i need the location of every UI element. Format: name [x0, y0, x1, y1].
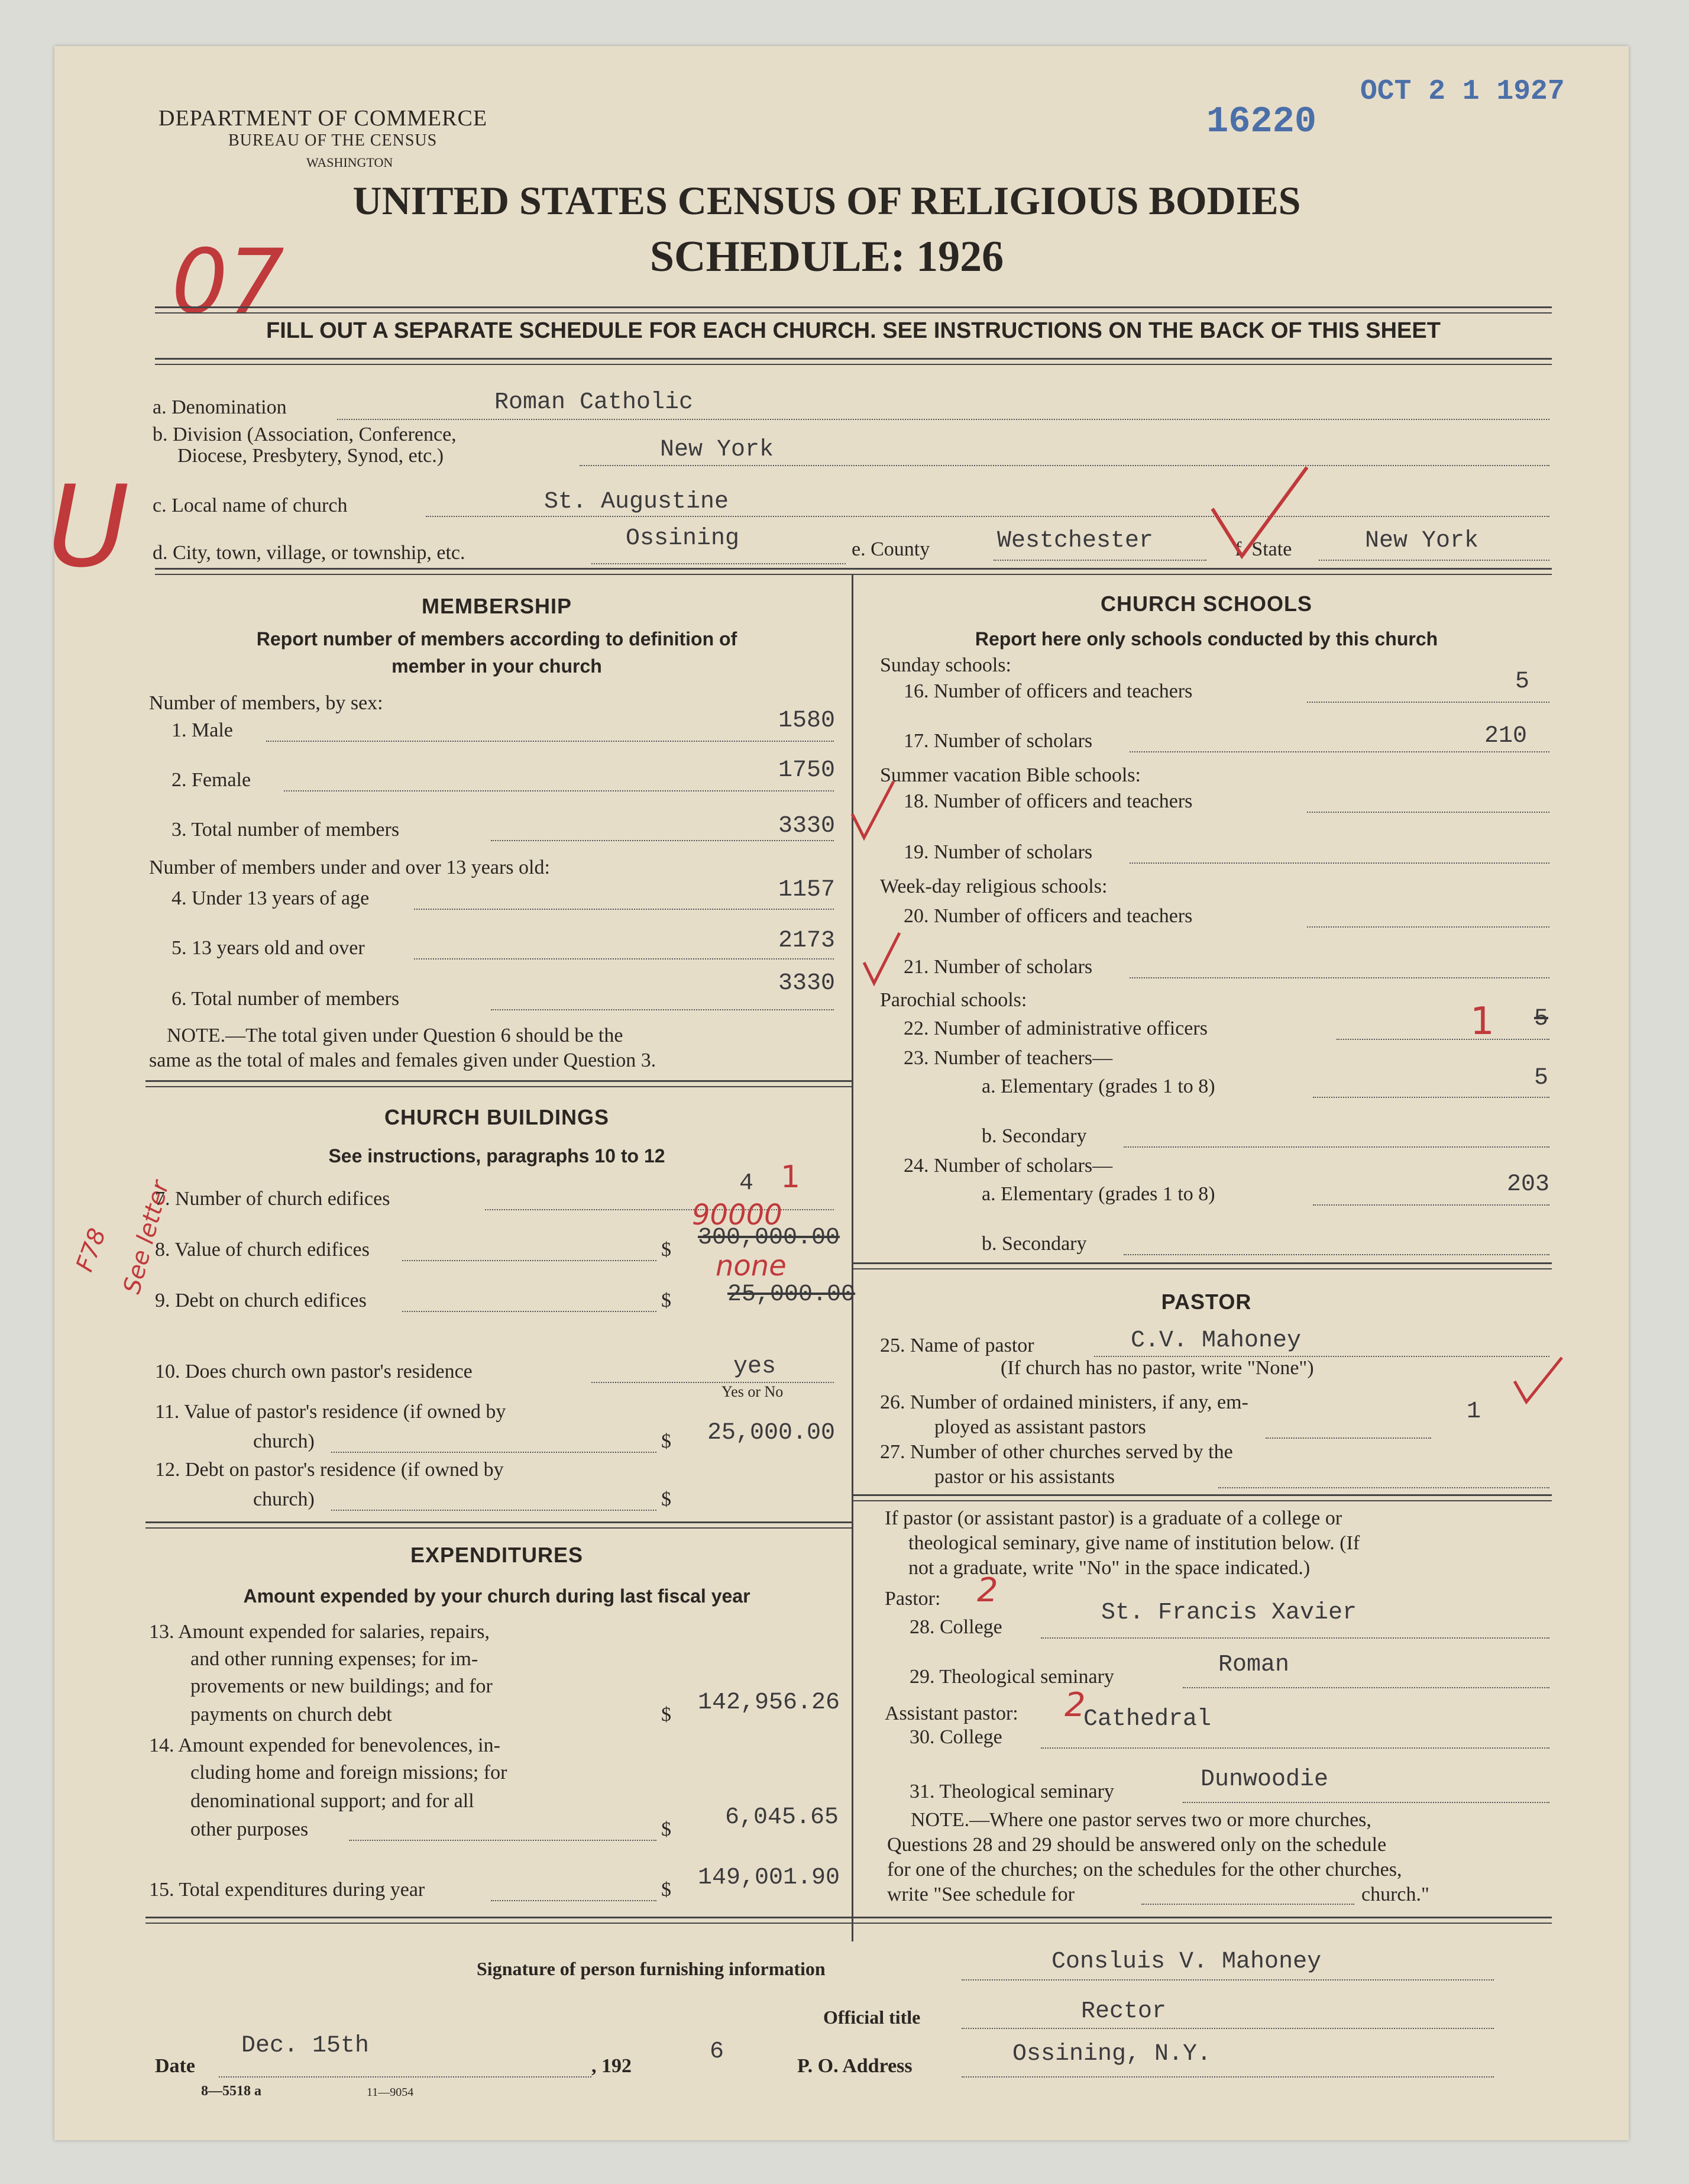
sunday-heading: Sunday schools:: [880, 654, 1011, 676]
pastor-ink-mark: 2: [977, 1571, 998, 1610]
q12-dollar: $: [661, 1488, 671, 1510]
summer-heading: Summer vacation Bible schools:: [880, 764, 1141, 786]
grad-instruction-2: theological seminary, give name of institution below. (If: [908, 1532, 1360, 1554]
expenditures-heading: EXPENDITURES: [410, 1543, 584, 1567]
q10-value: yes: [733, 1353, 776, 1380]
by-sex-heading: Number of members, by sex:: [149, 692, 383, 714]
q23b-label: b. Secondary: [982, 1125, 1087, 1147]
po-address-label: P. O. Address: [797, 2055, 913, 2077]
q27-label-1: 27. Number of other churches served by the: [880, 1441, 1233, 1463]
year-digit: 6: [710, 2038, 724, 2065]
q25-value: C.V. Mahoney: [1131, 1327, 1302, 1354]
q15-dollar: $: [661, 1879, 671, 1901]
q9-dollar: $: [661, 1290, 671, 1311]
county-label: e. County: [852, 538, 930, 560]
q13-label-2: and other running expenses; for im-: [190, 1648, 478, 1670]
q8-ink-correction: 90000: [692, 1198, 782, 1232]
q1-value: 1580: [778, 707, 836, 734]
division-label-2: Diocese, Presbytery, Synod, etc.): [177, 445, 444, 467]
denomination-value: Roman Catholic: [494, 389, 694, 416]
q28-label: 28. College: [910, 1616, 1002, 1638]
q14-label-4: other purposes: [190, 1818, 309, 1840]
expenditures-intro: Amount expended by your church during last fiscal year: [243, 1585, 750, 1607]
buildings-intro: See instructions, paragraphs 10 to 12: [328, 1145, 665, 1167]
po-address-value: Ossining, N.Y.: [1012, 2041, 1212, 2067]
q3-value: 3330: [778, 813, 836, 839]
q4-label: 4. Under 13 years of age: [172, 887, 370, 909]
official-title-value: Rector: [1081, 1998, 1167, 2025]
membership-note-1: NOTE.—The total given under Question 6 should be the: [167, 1025, 623, 1046]
q23-label: 23. Number of teachers—: [904, 1047, 1113, 1069]
q15-value: 149,001.90: [698, 1865, 840, 1891]
parochial-heading: Parochial schools:: [880, 989, 1027, 1011]
local-name-value: St. Augustine: [544, 489, 729, 515]
signature-value: Consluis V. Mahoney: [1051, 1949, 1322, 1975]
division-value: New York: [660, 437, 774, 463]
check-mark-icon: [1206, 461, 1313, 562]
check-mark-icon: [1512, 1355, 1565, 1408]
q17-value: 210: [1484, 723, 1528, 749]
q31-label: 31. Theological seminary: [910, 1781, 1114, 1802]
stamp-date: OCT 2 1 1927: [1360, 76, 1565, 108]
q16-value: 5: [1515, 668, 1530, 695]
pastor-heading: PASTOR: [1161, 1290, 1252, 1314]
state-value: New York: [1365, 528, 1479, 554]
q24a-value: 203: [1507, 1171, 1550, 1198]
check-mark-icon: [861, 930, 902, 989]
official-title-label: Official title: [823, 2007, 921, 2028]
q24b-label: b. Secondary: [982, 1233, 1087, 1255]
q9-value: 25,000.00: [727, 1281, 856, 1308]
q13-label-4: payments on church debt: [190, 1704, 392, 1726]
check-mark-icon: [849, 778, 897, 844]
q14-label-3: denominational support; and for all: [190, 1790, 474, 1812]
q2-label: 2. Female: [172, 769, 251, 791]
pastor-note-1: NOTE.—Where one pastor serves two or more churches,: [911, 1809, 1371, 1831]
q25-hint: (If church has no pastor, write "None"): [1001, 1357, 1314, 1379]
q13-label-3: provements or new buildings; and for: [190, 1675, 493, 1697]
q24a-label: a. Elementary (grades 1 to 8): [982, 1183, 1215, 1205]
q3-label: 3. Total number of members: [172, 819, 400, 841]
q5-label: 5. 13 years old and over: [172, 937, 365, 959]
q4-value: 1157: [778, 877, 836, 903]
q26-label-1: 26. Number of ordained ministers, if any, em-: [880, 1391, 1248, 1413]
schools-intro: Report here only schools conducted by this church: [975, 628, 1438, 650]
signature-label: Signature of person furnishing information: [477, 1958, 826, 1979]
q22-value: 5: [1534, 1006, 1549, 1032]
weekday-heading: Week-day religious schools:: [880, 875, 1108, 897]
print-number: 11—9054: [367, 2086, 414, 2099]
q11-dollar: $: [661, 1430, 671, 1452]
q13-value: 142,956.26: [698, 1689, 840, 1716]
local-name-label: c. Local name of church: [153, 495, 348, 516]
q27-label-2: pastor or his assistants: [934, 1466, 1115, 1488]
q1-label: 1. Male: [172, 719, 233, 741]
q11-label-1: 11. Value of pastor's residence (if owned by: [155, 1401, 506, 1423]
q20-label: 20. Number of officers and teachers: [904, 905, 1193, 927]
pastor-note-2: Questions 28 and 29 should be answered only on the schedule: [887, 1834, 1387, 1856]
schools-heading: CHURCH SCHOOLS: [1100, 592, 1312, 616]
q21-label: 21. Number of scholars: [904, 956, 1093, 978]
assistant-ink-mark: 2: [1064, 1686, 1086, 1724]
q12-label-2: church): [253, 1488, 315, 1510]
county-value: Westchester: [997, 528, 1154, 554]
city-label: d. City, town, village, or township, etc.: [153, 542, 465, 564]
q14-value: 6,045.65: [725, 1804, 839, 1831]
q11-label-2: church): [253, 1430, 315, 1452]
state-label: f. State: [1235, 538, 1292, 560]
assistant-pastor-subheading: Assistant pastor:: [885, 1702, 1018, 1724]
margin-code: F78: [71, 1225, 112, 1275]
form-number: 8—5518 a: [201, 2083, 261, 2099]
q15-label: 15. Total expenditures during year: [149, 1879, 425, 1901]
assistant-seminary-value: Cathedral: [1083, 1706, 1212, 1733]
q19-label: 19. Number of scholars: [904, 841, 1093, 863]
pastor-subheading: Pastor:: [885, 1588, 941, 1610]
membership-intro-2: member in your church: [391, 655, 602, 677]
q13-dollar: $: [661, 1704, 671, 1726]
q8-label: 8. Value of church edifices: [155, 1239, 370, 1261]
ink-code-mark: 07: [172, 231, 284, 334]
department-name: DEPARTMENT OF COMMERCE: [158, 106, 488, 131]
buildings-heading: CHURCH BUILDINGS: [384, 1105, 609, 1129]
city-value: Ossining: [626, 525, 740, 552]
q11-value: 25,000.00: [707, 1420, 836, 1446]
q7-label: 7. Number of church edifices: [155, 1188, 390, 1210]
pastor-note-3: for one of the churches; on the schedules for the other churches,: [887, 1859, 1402, 1881]
q29-label: 29. Theological seminary: [910, 1666, 1114, 1688]
form-subtitle: SCHEDULE: 1926: [649, 232, 1004, 281]
date-label: Date: [155, 2055, 195, 2077]
stamp-number: 16220: [1206, 101, 1317, 143]
grad-instruction-1: If pastor (or assistant pastor) is a graduate of a college or: [885, 1507, 1342, 1529]
bureau-name: BUREAU OF THE CENSUS: [228, 131, 438, 150]
q10-hint: Yes or No: [721, 1383, 784, 1400]
q12-label-1: 12. Debt on pastor's residence (if owned by: [155, 1459, 504, 1481]
year-prefix: , 192: [591, 2055, 632, 2077]
q14-dollar: $: [661, 1818, 671, 1840]
q16-label: 16. Number of officers and teachers: [904, 680, 1193, 702]
q7-value: 4: [739, 1170, 754, 1197]
date-value: Dec. 15th: [241, 2033, 370, 2059]
membership-heading: MEMBERSHIP: [421, 594, 572, 618]
q14-label-2: cluding home and foreign missions; for: [190, 1762, 507, 1784]
membership-intro-1: Report number of members according to definition of: [256, 628, 737, 650]
pastor-note-5: church.": [1361, 1883, 1429, 1905]
q22-ink-correction: 1: [1470, 1000, 1494, 1043]
age-heading: Number of members under and over 13 years old:: [149, 857, 550, 878]
grad-instruction-3: not a graduate, write "No" in the space indicated.): [908, 1557, 1311, 1579]
q2-value: 1750: [778, 757, 836, 784]
q23a-value: 5: [1534, 1065, 1549, 1091]
margin-note: See letter: [118, 1178, 175, 1297]
q13-label-1: 13. Amount expended for salaries, repairs,: [149, 1621, 490, 1643]
q6-label: 6. Total number of members: [172, 988, 400, 1010]
q26-value: 1: [1467, 1398, 1481, 1425]
q31-value: Dunwoodie: [1201, 1766, 1329, 1793]
membership-note-2: same as the total of males and females given under Question 3.: [149, 1049, 656, 1071]
q25-label: 25. Name of pastor: [880, 1335, 1034, 1356]
form-title: UNITED STATES CENSUS OF RELIGIOUS BODIES: [352, 178, 1301, 223]
form-instruction: FILL OUT A SEPARATE SCHEDULE FOR EACH CHURCH. SEE INSTRUCTIONS ON THE BACK OF THIS SHEET: [266, 318, 1441, 343]
q17-label: 17. Number of scholars: [904, 730, 1093, 752]
q8-dollar: $: [661, 1239, 671, 1261]
q14-label-1: 14. Amount expended for benevolences, in-: [149, 1734, 500, 1756]
division-label-1: b. Division (Association, Conference,: [153, 424, 457, 445]
ink-u-mark: U: [47, 461, 130, 592]
q22-label: 22. Number of administrative officers: [904, 1017, 1208, 1039]
pastor-note-4: write "See schedule for: [887, 1883, 1075, 1905]
bureau-city: WASHINGTON: [306, 155, 393, 170]
denomination-label: a. Denomination: [153, 396, 287, 418]
q28-value: St. Francis Xavier: [1101, 1600, 1357, 1626]
q10-label: 10. Does church own pastor's residence: [155, 1361, 473, 1382]
q5-value: 2173: [778, 928, 836, 954]
q9-ink-correction: none: [716, 1249, 787, 1282]
q26-label-2: ployed as assistant pastors: [934, 1416, 1146, 1438]
q7-ink-correction: 1: [781, 1159, 801, 1195]
q8-value: 300,000.00: [698, 1225, 840, 1251]
q23a-label: a. Elementary (grades 1 to 8): [982, 1075, 1215, 1097]
q24-label: 24. Number of scholars—: [904, 1155, 1113, 1177]
q18-label: 18. Number of officers and teachers: [904, 790, 1193, 812]
q9-label: 9. Debt on church edifices: [155, 1290, 367, 1311]
q6-value: 3330: [778, 970, 836, 997]
q30-label: 30. College: [910, 1726, 1002, 1748]
q29-value: Roman: [1218, 1652, 1290, 1678]
